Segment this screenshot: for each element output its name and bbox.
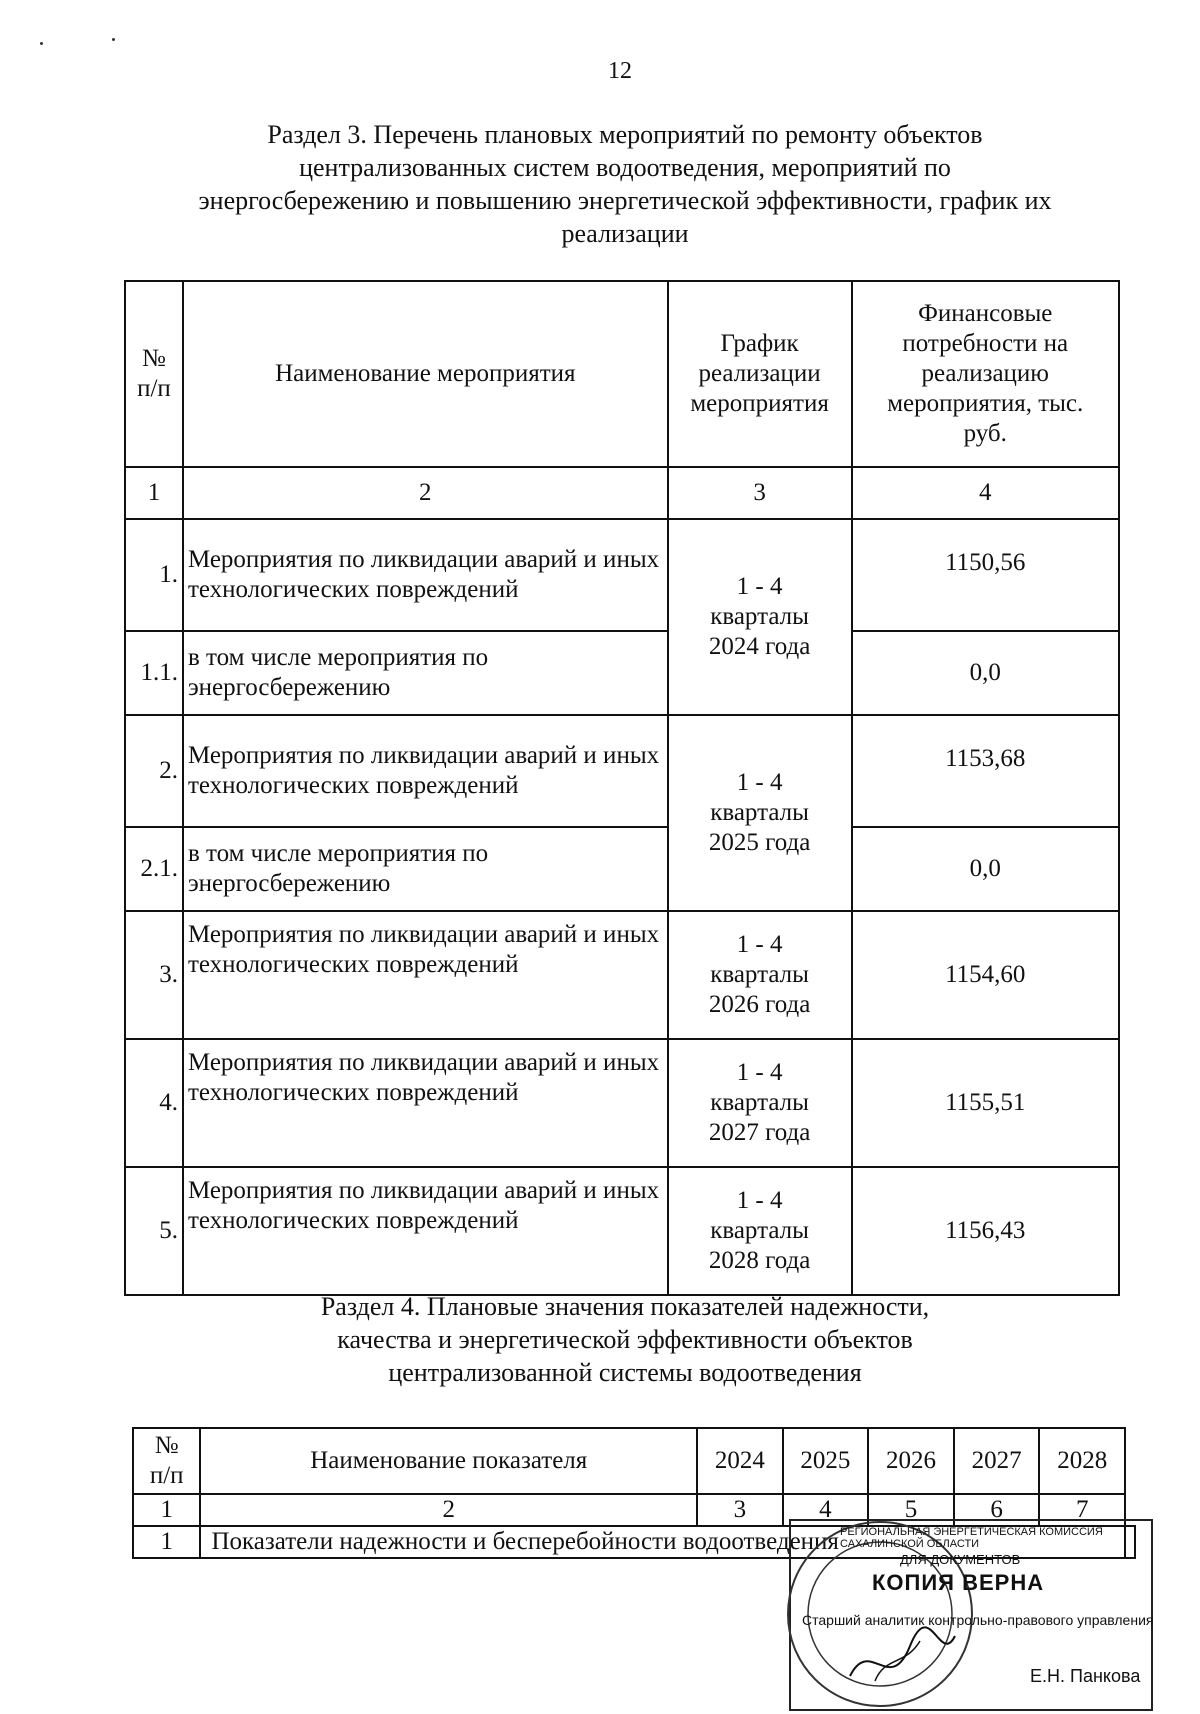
table-row <box>125 1167 1119 1295</box>
header-year: 2027 <box>954 1428 1040 1494</box>
stamp-title: КОПИЯ ВЕРНА <box>872 1570 1045 1595</box>
row-amount: 0,0 <box>852 827 1120 911</box>
column-number: 2 <box>200 1494 697 1526</box>
header-row <box>133 1428 1135 1494</box>
column-number: 1 <box>133 1494 200 1526</box>
row-name: Мероприятия по ликвидации аварий и иных технологических повреждений <box>183 715 668 827</box>
header-year: 2028 <box>1039 1428 1125 1494</box>
row-num: 5. <box>125 1167 183 1295</box>
header-name: Наименование показателя <box>200 1428 697 1494</box>
table-row <box>125 715 1119 827</box>
column-number: 1 <box>125 467 183 519</box>
row-schedule: 1 - 4 кварталы 2027 года <box>668 1039 852 1167</box>
column-number: 6 <box>954 1494 1040 1526</box>
row-schedule: 1 - 4 кварталы 2024 года <box>668 519 852 715</box>
section-4-title <box>250 1290 1000 1389</box>
row-num: 2. <box>125 715 183 827</box>
header-name: Наименование мероприятия <box>183 281 668 467</box>
row-name: Мероприятия по ликвидации аварий и иных технологических повреждений <box>183 519 668 631</box>
page-number: 12 <box>608 58 632 84</box>
title-line: централизованных систем водоотведения, мероприятий по <box>299 153 951 182</box>
row-name: Мероприятия по ликвидации аварий и иных технологических повреждений <box>183 1167 668 1295</box>
row-num: 3. <box>125 911 183 1039</box>
row-schedule: 1 - 4 кварталы 2028 года <box>668 1167 852 1295</box>
row-name: в том числе мероприятия по энергосбережению <box>183 631 668 715</box>
title-line: централизованной системы водоотведения <box>388 1358 862 1387</box>
row-amount: 0,0 <box>852 631 1120 715</box>
row-amount: 1156,43 <box>852 1167 1120 1295</box>
row-name: Мероприятия по ликвидации аварий и иных технологических повреждений <box>183 911 668 1039</box>
title-line: качества и энергетической эффективности объектов <box>337 1325 913 1354</box>
certification-stamp <box>780 1516 1160 1714</box>
row-num: 2.1. <box>125 827 183 911</box>
title-line: энергосбережению и повышению энергетической эффективности, график их <box>198 186 1052 215</box>
title-line: реализации <box>561 219 689 248</box>
stamp-name: Е.Н. Панкова <box>1030 1666 1141 1686</box>
column-number: 5 <box>868 1494 954 1526</box>
stamp-overlay: ДЛЯ ДОКУМЕНТОВ <box>900 1552 1021 1567</box>
row-name: Мероприятия по ликвидации аварий и иных технологических повреждений <box>183 1039 668 1167</box>
stamp-subtitle: Старший аналитик контрольно-правового управления <box>802 1612 1154 1628</box>
row-amount: 1150,56 <box>852 519 1120 631</box>
header-schedule: График реализации мероприятия <box>668 281 852 467</box>
table-row <box>125 911 1119 1039</box>
title-line: Раздел 3. Перечень плановых мероприятий по ремонту объектов <box>267 120 983 149</box>
table-row <box>125 1039 1119 1167</box>
stamp-org: РЕГИОНАЛЬНАЯ ЭНЕРГЕТИЧЕСКАЯ КОМИССИЯ САХАЛИНСКОЙ ОБЛАСТИ <box>840 1526 1103 1550</box>
row-name: Показатели надежности и бесперебойности водоотведения <box>200 1526 1125 1558</box>
section-3-title <box>130 118 1120 250</box>
row-num: 1. <box>125 519 183 631</box>
header-year: 2025 <box>783 1428 869 1494</box>
row-amount: 1153,68 <box>852 715 1120 827</box>
events-table <box>124 280 1120 1296</box>
row-num: 1.1. <box>125 631 183 715</box>
header-year: 2026 <box>868 1428 954 1494</box>
column-number: 4 <box>783 1494 869 1526</box>
column-number-row <box>125 467 1119 519</box>
header-row <box>125 281 1119 467</box>
column-number: 7 <box>1039 1494 1125 1526</box>
title-line: Раздел 4. Плановые значения показателей надежности, <box>320 1292 930 1321</box>
column-number: 4 <box>852 467 1120 519</box>
row-name: в том числе мероприятия по энергосбережению <box>183 827 668 911</box>
row-num: 1 <box>133 1526 200 1558</box>
header-year: 2024 <box>697 1428 783 1494</box>
scan-speck <box>112 38 115 41</box>
row-amount: 1155,51 <box>852 1039 1120 1167</box>
row-schedule: 1 - 4 кварталы 2026 года <box>668 911 852 1039</box>
row-schedule: 1 - 4 кварталы 2025 года <box>668 715 852 911</box>
header-num: № п/п <box>125 281 183 467</box>
table-row <box>125 631 1119 715</box>
table-row <box>125 519 1119 631</box>
table-row <box>125 827 1119 911</box>
row-amount: 1154,60 <box>852 911 1120 1039</box>
row-num: 4. <box>125 1039 183 1167</box>
header-num: № п/п <box>133 1428 200 1494</box>
scan-speck <box>40 42 43 45</box>
column-number: 3 <box>697 1494 783 1526</box>
header-finance: Финансовые потребности на реализацию мероприятия, тыс. руб. <box>852 281 1120 467</box>
column-number: 2 <box>183 467 668 519</box>
column-number: 3 <box>668 467 852 519</box>
